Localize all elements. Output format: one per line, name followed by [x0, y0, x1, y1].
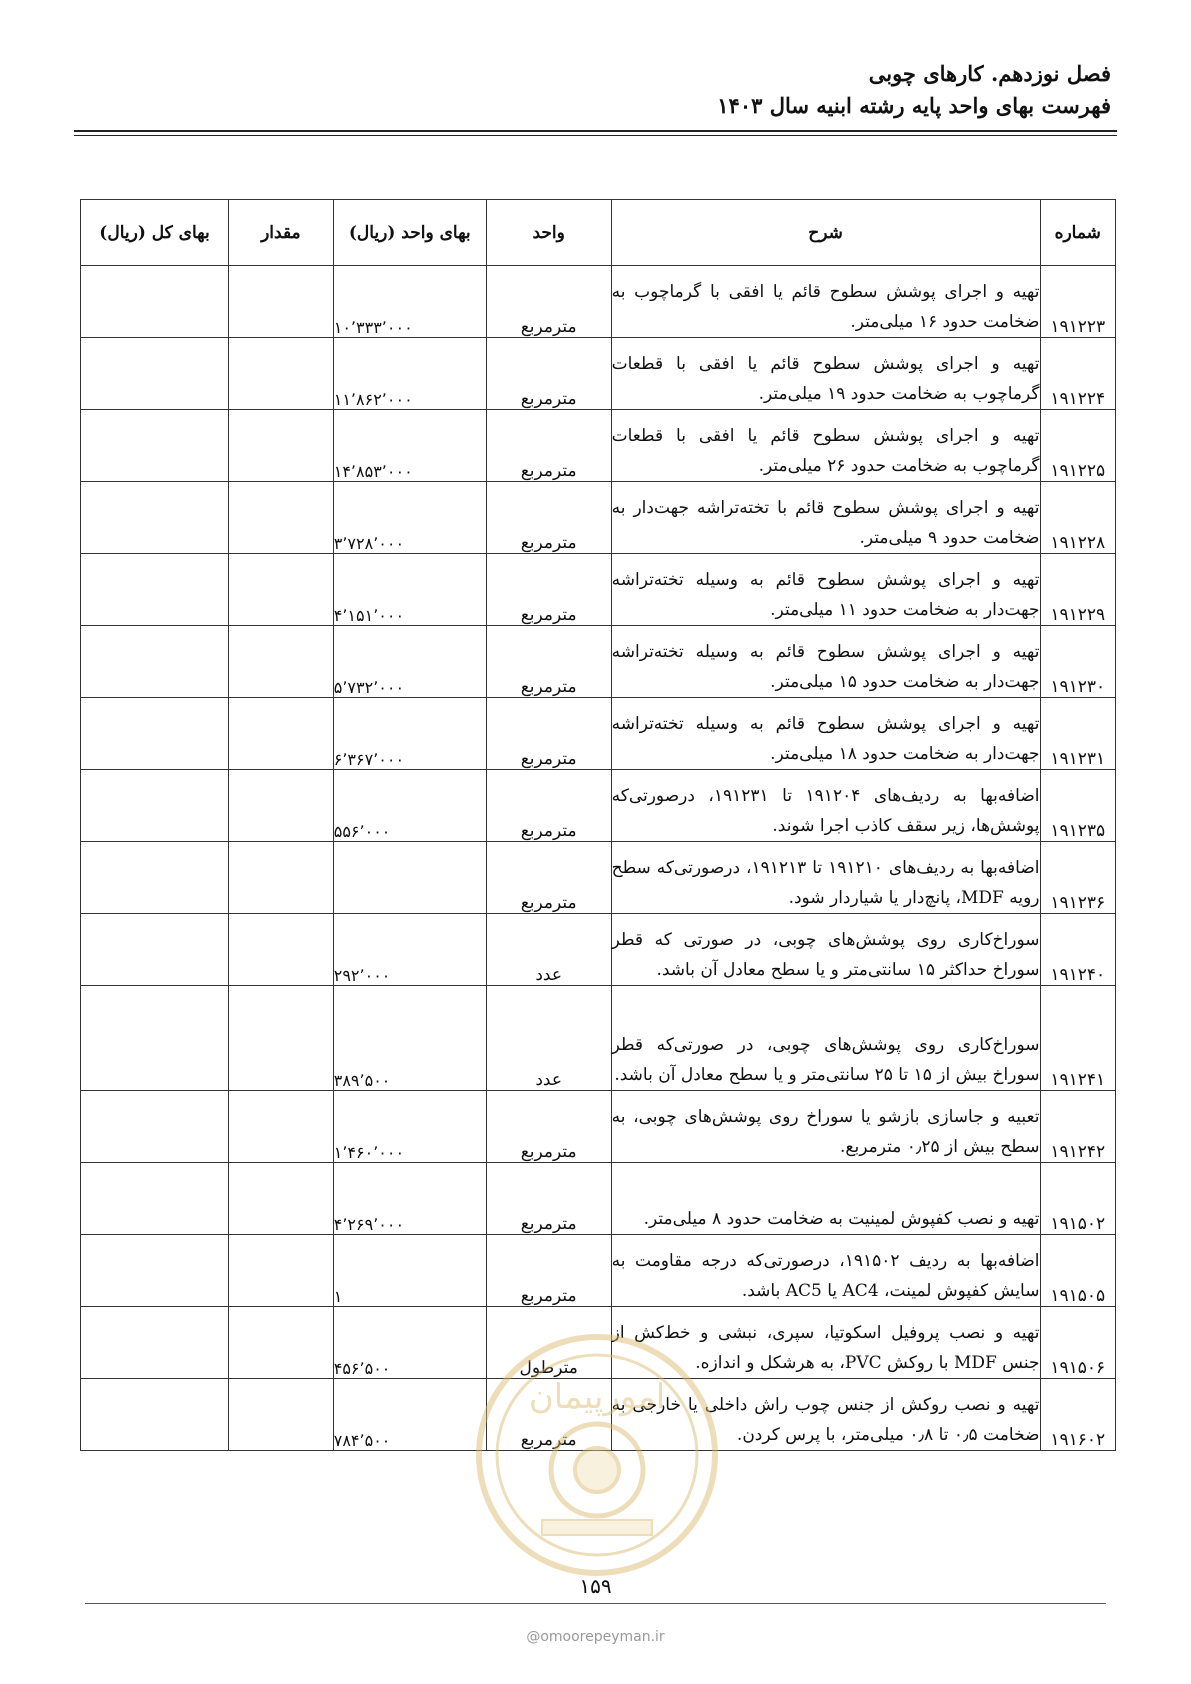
row-unit-price: ۲۹۲٬۰۰۰ — [333, 914, 486, 986]
row-number: ۱۹۱۲۲۹ — [1040, 554, 1116, 626]
row-quantity — [229, 698, 334, 770]
website-watermark: @omoorepeyman.ir — [526, 1629, 665, 1645]
row-total — [81, 266, 229, 338]
row-description: تهیه و نصب کفپوش لمینیت به ضخامت حدود ۸ میلی‌متر. — [611, 1163, 1040, 1235]
table-row — [81, 914, 1116, 986]
row-number: ۱۹۱۵۰۲ — [1040, 1163, 1116, 1235]
column-header-unit-price: بهای واحد (ریال) — [333, 200, 486, 266]
row-unit-price: ۶٬۳۶۷٬۰۰۰ — [333, 698, 486, 770]
row-unit-price: ۱۰٬۳۳۳٬۰۰۰ — [333, 266, 486, 338]
row-number: ۱۹۱۶۰۲ — [1040, 1379, 1116, 1451]
row-unit-price: ۳٬۷۲۸٬۰۰۰ — [333, 482, 486, 554]
row-unit: مترمربع — [486, 482, 611, 554]
row-unit: مترمربع — [486, 770, 611, 842]
page-number: ۱۵۹ — [579, 1574, 612, 1598]
row-quantity — [229, 1091, 334, 1163]
row-total — [81, 698, 229, 770]
row-unit-price: ۱ — [333, 1235, 486, 1307]
row-number: ۱۹۱۲۲۵ — [1040, 410, 1116, 482]
row-quantity — [229, 1163, 334, 1235]
row-total — [81, 914, 229, 986]
row-description: تهیه و نصب پروفیل اسکوتیا، سپری، نبشی و خط‌کش از جنس MDF با روکش PVC، به هرشکل و اندازه. — [611, 1307, 1040, 1379]
row-description: تهیه و اجرای پوشش سطوح قائم یا افقی با قطعات گرماچوب به ضخامت حدود ۱۹ میلی‌متر. — [611, 338, 1040, 410]
row-unit-price: ۴٬۱۵۱٬۰۰۰ — [333, 554, 486, 626]
row-unit: مترمربع — [486, 1235, 611, 1307]
row-number: ۱۹۱۵۰۶ — [1040, 1307, 1116, 1379]
row-unit: مترمربع — [486, 842, 611, 914]
row-unit: مترمربع — [486, 626, 611, 698]
row-unit-price: ۵۵۶٬۰۰۰ — [333, 770, 486, 842]
row-unit-price: ۳۸۹٬۵۰۰ — [333, 986, 486, 1091]
row-number: ۱۹۱۲۳۱ — [1040, 698, 1116, 770]
table-row — [81, 1235, 1116, 1307]
table-row — [81, 482, 1116, 554]
row-quantity — [229, 1235, 334, 1307]
row-quantity — [229, 1379, 334, 1451]
table-row — [81, 770, 1116, 842]
table-row — [81, 986, 1116, 1091]
column-header-unit: واحد — [486, 200, 611, 266]
row-total — [81, 770, 229, 842]
column-header-description: شرح — [611, 200, 1040, 266]
row-total — [81, 338, 229, 410]
row-total — [81, 1379, 229, 1451]
row-description: تهیه و اجرای پوشش سطوح قائم به وسیله تخته‌تراشه جهت‌دار به ضخامت حدود ۱۱ میلی‌متر. — [611, 554, 1040, 626]
column-header-number: شماره — [1040, 200, 1116, 266]
row-unit-price: ۱۴٬۸۵۳٬۰۰۰ — [333, 410, 486, 482]
row-unit: مترطول — [486, 1307, 611, 1379]
row-unit-price — [333, 842, 486, 914]
row-total — [81, 1307, 229, 1379]
row-description: تهیه و اجرای پوشش سطوح قائم به وسیله تخته‌تراشه جهت‌دار به ضخامت حدود ۱۵ میلی‌متر. — [611, 626, 1040, 698]
row-quantity — [229, 338, 334, 410]
row-description: اضافه‌بها به ردیف ۱۹۱۵۰۲، درصورتی‌که درجه مقاومت به سایش کفپوش لمینت، AC4 یا AC5 باشد. — [611, 1235, 1040, 1307]
table-row — [81, 410, 1116, 482]
row-number: ۱۹۱۲۴۱ — [1040, 986, 1116, 1091]
page-header — [717, 58, 1111, 122]
row-quantity — [229, 482, 334, 554]
row-number: ۱۹۱۲۴۲ — [1040, 1091, 1116, 1163]
table-header-row — [81, 200, 1116, 266]
row-description: تهیه و اجرای پوشش سطوح قائم یا افقی با قطعات گرماچوب به ضخامت حدود ۲۶ میلی‌متر. — [611, 410, 1040, 482]
row-quantity — [229, 1307, 334, 1379]
document-subtitle: فهرست بهای واحد پایه رشته ابنیه سال ۱۴۰۳ — [717, 93, 1111, 118]
row-unit: مترمربع — [486, 1091, 611, 1163]
row-total — [81, 986, 229, 1091]
price-table — [80, 199, 1116, 1451]
row-number: ۱۹۱۵۰۵ — [1040, 1235, 1116, 1307]
row-unit: عدد — [486, 914, 611, 986]
row-unit-price: ۵٬۷۳۲٬۰۰۰ — [333, 626, 486, 698]
row-number: ۱۹۱۲۲۴ — [1040, 338, 1116, 410]
table-row — [81, 842, 1116, 914]
row-unit: مترمربع — [486, 1163, 611, 1235]
row-quantity — [229, 986, 334, 1091]
row-unit: مترمربع — [486, 410, 611, 482]
footer-rule — [85, 1603, 1106, 1604]
row-description: سوراخ‌کاری روی پوشش‌های چوبی، در صورتی که قطر سوراخ حداکثر ۱۵ سانتی‌متر و یا سطح معادل آن باشد. — [611, 914, 1040, 986]
row-unit: مترمربع — [486, 698, 611, 770]
row-total — [81, 410, 229, 482]
row-total — [81, 842, 229, 914]
table-row — [81, 554, 1116, 626]
table-row — [81, 626, 1116, 698]
row-quantity — [229, 842, 334, 914]
row-total — [81, 1163, 229, 1235]
row-quantity — [229, 626, 334, 698]
row-number: ۱۹۱۲۲۳ — [1040, 266, 1116, 338]
header-rule-thin — [74, 135, 1117, 136]
row-unit: مترمربع — [486, 554, 611, 626]
row-unit: مترمربع — [486, 1379, 611, 1451]
row-unit-price: ۷۸۴٬۵۰۰ — [333, 1379, 486, 1451]
row-description: اضافه‌بها به ردیف‌های ۱۹۱۲۰۴ تا ۱۹۱۲۳۱، درصورتی‌که پوشش‌ها، زیر سقف کاذب اجرا شوند. — [611, 770, 1040, 842]
row-number: ۱۹۱۲۳۵ — [1040, 770, 1116, 842]
row-total — [81, 1091, 229, 1163]
column-header-quantity: مقدار — [229, 200, 334, 266]
row-quantity — [229, 266, 334, 338]
row-total — [81, 482, 229, 554]
chapter-title: فصل نوزدهم. کارهای چوبی — [868, 61, 1111, 86]
table-row — [81, 698, 1116, 770]
row-description: تهیه و اجرای پوشش سطوح قائم یا افقی با گرماچوب به ضخامت حدود ۱۶ میلی‌متر. — [611, 266, 1040, 338]
header-rule — [74, 130, 1117, 132]
row-unit-price: ۱۱٬۸۶۲٬۰۰۰ — [333, 338, 486, 410]
row-description: تهیه و اجرای پوشش سطوح قائم به وسیله تخته‌تراشه جهت‌دار به ضخامت حدود ۱۸ میلی‌متر. — [611, 698, 1040, 770]
row-number: ۱۹۱۲۳۶ — [1040, 842, 1116, 914]
row-total — [81, 626, 229, 698]
row-quantity — [229, 914, 334, 986]
row-unit: مترمربع — [486, 338, 611, 410]
table-row — [81, 266, 1116, 338]
row-total — [81, 1235, 229, 1307]
row-description: اضافه‌بها به ردیف‌های ۱۹۱۲۱۰ تا ۱۹۱۲۱۳، درصورتی‌که سطح رویه MDF، پانچ‌دار یا شیاردار شود. — [611, 842, 1040, 914]
row-number: ۱۹۱۲۲۸ — [1040, 482, 1116, 554]
row-description: تهیه و نصب روکش از جنس چوب راش داخلی یا خارجی به ضخامت ۰٫۵ تا ۰٫۸ میلی‌متر، با پرس کردن. — [611, 1379, 1040, 1451]
row-description: سوراخ‌کاری روی پوشش‌های چوبی، در صورتی‌که قطر سوراخ بیش از ۱۵ تا ۲۵ سانتی‌متر و یا سطح معادل آن باشد. — [611, 986, 1040, 1091]
row-quantity — [229, 770, 334, 842]
column-header-total: بهای کل (ریال) — [81, 200, 229, 266]
row-quantity — [229, 410, 334, 482]
row-unit-price: ۴۵۶٬۵۰۰ — [333, 1307, 486, 1379]
row-description: تعبیه و جاسازی بازشو یا سوراخ روی پوشش‌های چوبی، به سطح بیش از ۰٫۲۵ مترمربع. — [611, 1091, 1040, 1163]
row-unit-price: ۱٬۴۶۰٬۰۰۰ — [333, 1091, 486, 1163]
svg-text:امورپیمان: امورپیمان — [528, 1377, 666, 1417]
table-row — [81, 338, 1116, 410]
row-unit: مترمربع — [486, 266, 611, 338]
table-row — [81, 1091, 1116, 1163]
table-row — [81, 1163, 1116, 1235]
row-unit: عدد — [486, 986, 611, 1091]
row-number: ۱۹۱۲۴۰ — [1040, 914, 1116, 986]
watermark-stamp — [472, 1330, 722, 1580]
row-number: ۱۹۱۲۳۰ — [1040, 626, 1116, 698]
row-total — [81, 554, 229, 626]
row-unit-price: ۴٬۲۶۹٬۰۰۰ — [333, 1163, 486, 1235]
row-description: تهیه و اجرای پوشش سطوح قائم با تخته‌تراشه جهت‌دار به ضخامت حدود ۹ میلی‌متر. — [611, 482, 1040, 554]
row-quantity — [229, 554, 334, 626]
